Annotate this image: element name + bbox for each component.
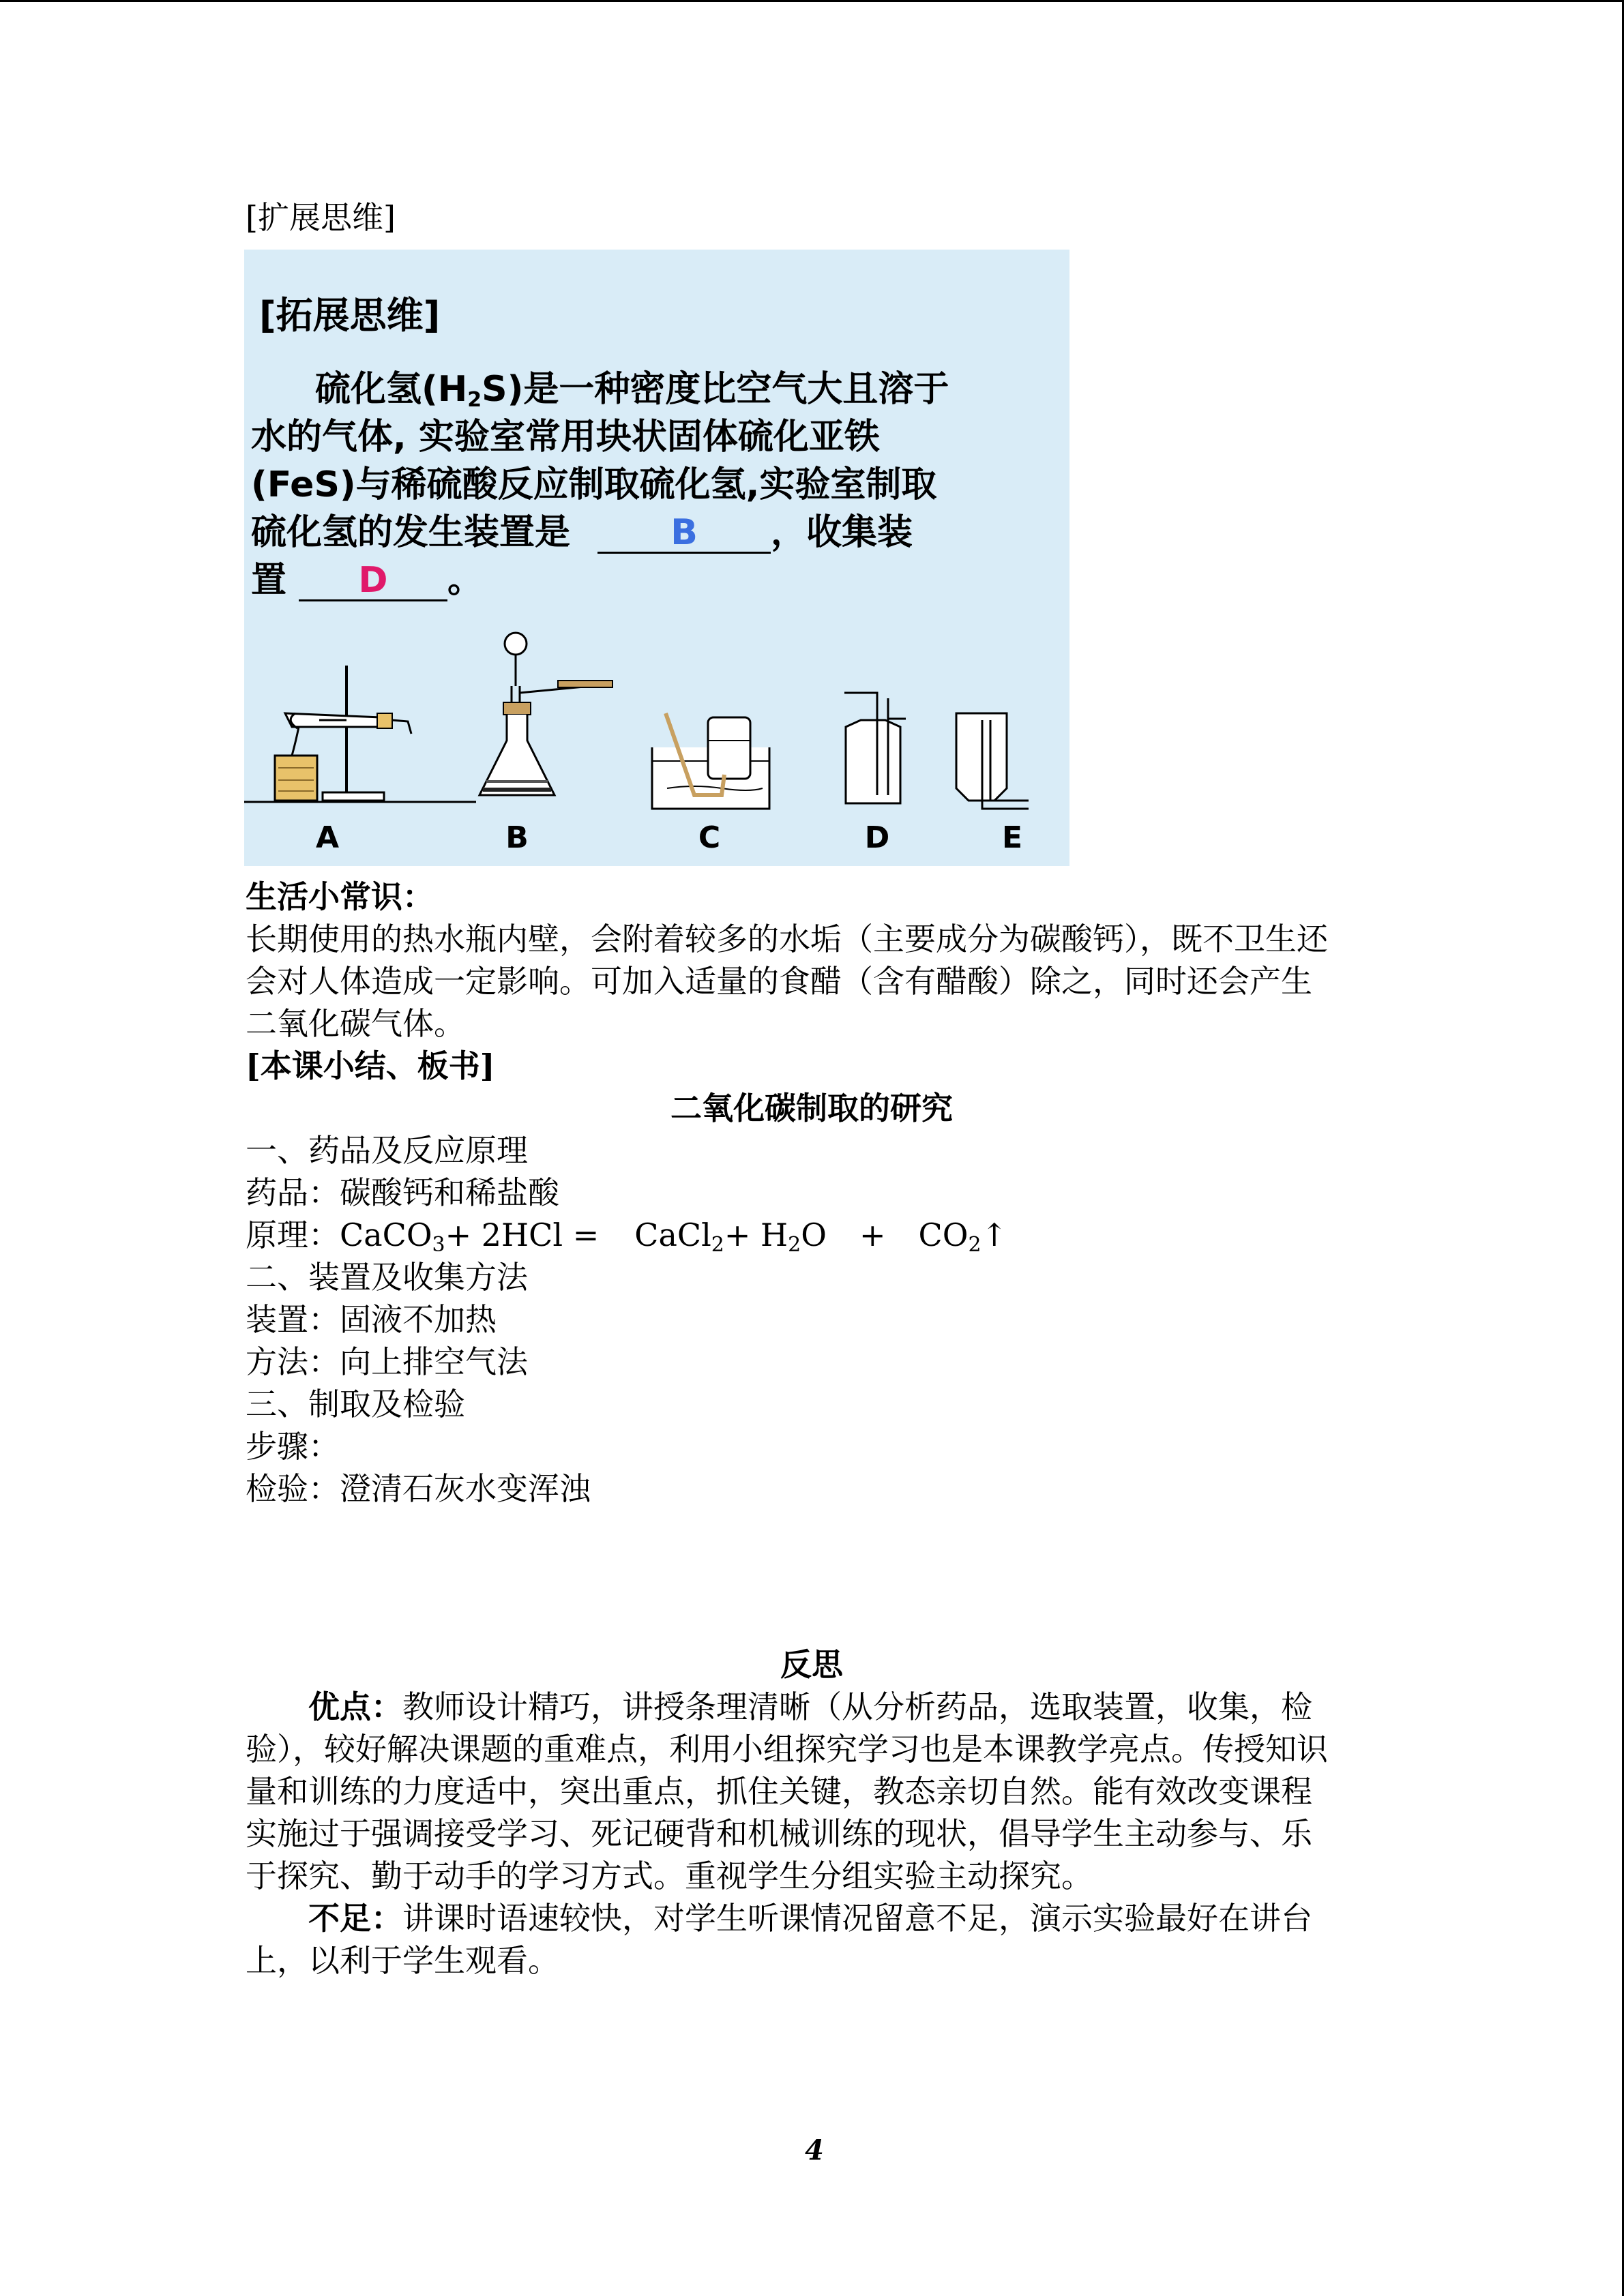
tip-title: 生活小常识： bbox=[246, 878, 434, 915]
apparatus-a-icon bbox=[275, 666, 411, 801]
summary-item-4: 装置：固液不加热 bbox=[246, 1301, 497, 1338]
pros-line-1: 优点：教师设计精巧，讲授条理清晰（从分析药品，选取装置，收集，检 bbox=[308, 1688, 1312, 1725]
apparatus-drawing bbox=[244, 250, 1069, 866]
section-label: [扩展思维] bbox=[246, 199, 396, 236]
summary-item-7: 步骤： bbox=[246, 1428, 340, 1465]
cons-line-2: 上，以利于学生观看。 bbox=[246, 1942, 559, 1979]
apparatus-b-icon bbox=[479, 633, 612, 795]
label-e: E bbox=[1001, 820, 1023, 855]
apparatus-c-icon bbox=[652, 713, 769, 809]
question-line-4: 硫化氢的发生装置是 B ，收集装 bbox=[251, 512, 913, 553]
label-a: A bbox=[315, 820, 340, 855]
summary-item-2: 药品：碳酸钙和稀盐酸 bbox=[246, 1174, 559, 1211]
question-line-2: 水的气体, 实验室常用块状固体硫化亚铁 bbox=[251, 417, 880, 458]
collection-answer: D bbox=[358, 560, 388, 601]
reaction-formula: 原理：CaCO$_3$+ 2HCl = CaCl$_2$+ $H_2O$ + $CO_2↑$ bbox=[246, 1217, 1008, 1257]
apparatus-d-icon bbox=[844, 693, 906, 803]
figure-title: [拓展思维] bbox=[259, 294, 441, 337]
question-line-3: (FeS)与稀硫酸反应制取硫化氢,实验室制取 bbox=[251, 464, 937, 505]
reflection-title: 反思 bbox=[780, 1646, 843, 1683]
label-b: B bbox=[505, 820, 529, 855]
summary-item-8: 检验：澄清石灰水变浑浊 bbox=[246, 1470, 591, 1507]
question-line-1: 硫化氢$(H_2S)$是一种密度比空气大且溶于 bbox=[315, 369, 949, 412]
summary-item-1: 一、药品及反应原理 bbox=[246, 1132, 528, 1169]
page-top-border bbox=[0, 0, 1624, 2]
tip-line-2: 会对人体造成一定影响。可加入适量的食醋（含有醋酸）除之，同时还会产生 bbox=[246, 963, 1312, 1000]
pros-line-3: 量和训练的力度适中，突出重点，抓住关键，教态亲切自然。能有效改变课程 bbox=[246, 1773, 1312, 1810]
question-line-5: 置 D 。 bbox=[251, 560, 484, 601]
tip-line-1: 长期使用的热水瓶内壁，会附着较多的水垢（主要成分为碳酸钙），既不卫生还 bbox=[246, 921, 1328, 957]
tip-line-3: 二氧化碳气体。 bbox=[246, 1005, 465, 1042]
apparatus-e-icon bbox=[956, 713, 1029, 809]
pros-line-2: 验），较好解决课题的重难点，利用小组探究学习也是本课教学亮点。传授知识 bbox=[246, 1731, 1328, 1768]
label-c: C bbox=[698, 820, 721, 855]
summary-item-6: 三、制取及检验 bbox=[246, 1386, 465, 1422]
generation-answer: B bbox=[670, 512, 698, 553]
summary-item-5: 方法：向上排空气法 bbox=[246, 1343, 528, 1380]
cons-line-1: 不足：讲课时语速较快，对学生听课情况留意不足，演示实验最好在讲台 bbox=[308, 1900, 1312, 1937]
pros-line-5: 于探究、勤于动手的学习方式。重视学生分组实验主动探究。 bbox=[246, 1858, 1093, 1894]
expansion-figure bbox=[244, 250, 1069, 866]
label-d: D bbox=[864, 820, 890, 855]
summary-heading: [本课小结、板书] bbox=[246, 1047, 495, 1084]
summary-title: 二氧化碳制取的研究 bbox=[670, 1090, 953, 1127]
page-number: 4 bbox=[805, 2134, 824, 2166]
summary-item-3: 二、装置及收集方法 bbox=[246, 1259, 528, 1296]
pros-line-4: 实施过于强调接受学习、死记硬背和机械训练的现状，倡导学生主动参与、乐 bbox=[246, 1815, 1312, 1852]
